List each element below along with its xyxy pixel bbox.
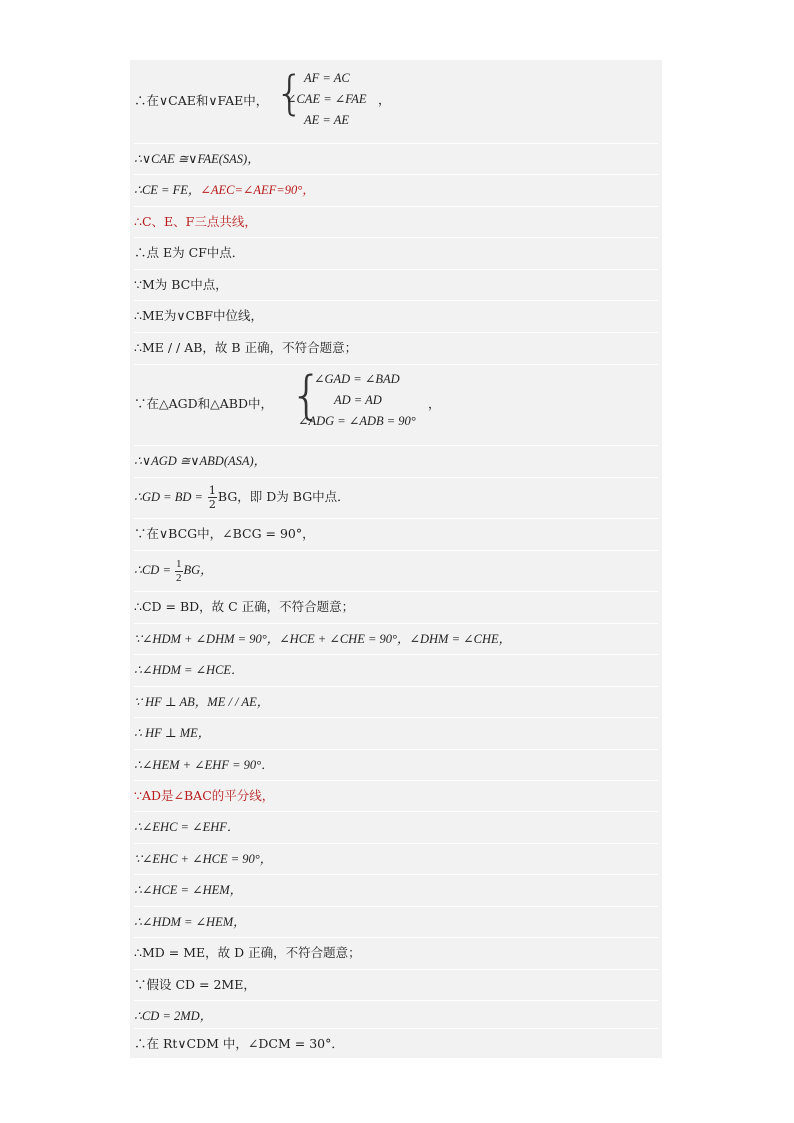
system-row: ∠ADG = ∠ADB = 90°	[298, 414, 416, 428]
line-midline: ∴ME为∨CBF中位线，	[134, 300, 658, 331]
solution-panel	[130, 60, 662, 1058]
line-ce-fe	[134, 174, 658, 205]
line-congruence-cae-fae	[134, 66, 658, 130]
line-hce-hem: ∴∠HCE = ∠HEM，	[134, 874, 658, 905]
line-hdm-hem: ∴∠HDM = ∠HEM，	[134, 906, 658, 937]
line-cd-2md: ∴CD = 2MD，	[134, 1000, 658, 1031]
fraction-denominator: 2	[208, 498, 216, 511]
system-row: AE = AE	[304, 113, 350, 127]
system-row: AF = AC	[304, 71, 350, 85]
line-midpoint-e: ∴点 E为 CF中点．	[134, 237, 658, 268]
line-right-triangle-bcg: ∵在∨BCG中，∠BCG = 90°，	[134, 518, 658, 549]
equation-system-1	[286, 68, 367, 131]
line-conclusion-d: ∴MD = ME，故 D 正确，不符合题意；	[134, 937, 658, 968]
line-hdm-hce: ∴∠HDM = ∠HCE．	[134, 654, 658, 685]
line-text: ∵在△AGD和△ABD中，	[134, 396, 273, 411]
line-angle-sums: ∵∠HDM + ∠DHM = 90°，∠HCE + ∠CHE = 90°，∠DHM = ∠CHE，	[134, 623, 658, 654]
fraction-denominator: 2	[176, 571, 182, 584]
line-congruence-result: ∴∨CAE ≅∨FAE(SAS)，	[134, 143, 658, 174]
equation-system-2	[298, 369, 416, 432]
line-ehc-ehf: ∴∠EHC = ∠EHF．	[134, 811, 658, 842]
line-text: ∴CE = FE，	[134, 183, 201, 197]
line-hf-perp-me: ∴ HF ⊥ ME，	[134, 717, 658, 748]
system-row: AD = AD	[334, 393, 382, 407]
system-row: ∠CAE = ∠FAE	[286, 92, 367, 106]
fraction-numerator: 1	[208, 484, 216, 497]
line-angle-dcm: ∴在 Rt∨CDM 中，∠DCM = 30°．	[134, 1028, 658, 1059]
line-congruence-result-2: ∴∨AGD ≅∨ABD(ASA)，	[134, 445, 658, 476]
line-ehc-hce: ∵∠EHC + ∠HCE = 90°，	[134, 843, 658, 874]
line-text-highlight: ∠AEC=∠AEF=90°，	[200, 183, 315, 197]
brace-symbol: {	[275, 66, 305, 120]
fraction-half	[175, 559, 183, 584]
line-text: BG，	[183, 563, 213, 577]
line-collinear: ∴C、E、F三点共线，	[134, 206, 658, 237]
line-text: ∴GD = BD =	[134, 490, 203, 504]
line-hf-perp-ab: ∵ HF ⊥ AB，ME / / AE，	[134, 686, 658, 717]
line-cd-half	[134, 550, 658, 589]
line-hem-ehf: ∴∠HEM + ∠EHF = 90°．	[134, 749, 658, 780]
system-suffix: ，	[428, 396, 441, 411]
line-text: ∴在∨CAE和∨FAE中，	[134, 93, 269, 108]
line-conclusion-b: ∴ME / / AB，故 B 正确，不符合题意；	[134, 332, 658, 363]
line-midpoint-m: ∵M为 BC中点，	[134, 269, 658, 300]
line-text: BG，即 D为 BG中点．	[217, 489, 350, 504]
line-gd-bd	[134, 477, 658, 516]
line-bisector: ∵AD是∠BAC的平分线，	[134, 780, 658, 811]
brace-symbol: {	[290, 366, 324, 426]
fraction-numerator: 1	[176, 557, 182, 570]
line-assumption: ∵假设 CD = 2ME，	[134, 969, 658, 1000]
fraction-half	[208, 485, 217, 510]
system-row: ∠GAD = ∠BAD	[314, 372, 400, 386]
line-conclusion-c: ∴CD = BD，故 C 正确，不符合题意；	[134, 591, 658, 622]
line-text: ∴CD =	[134, 563, 171, 577]
system-suffix: ，	[378, 92, 391, 107]
